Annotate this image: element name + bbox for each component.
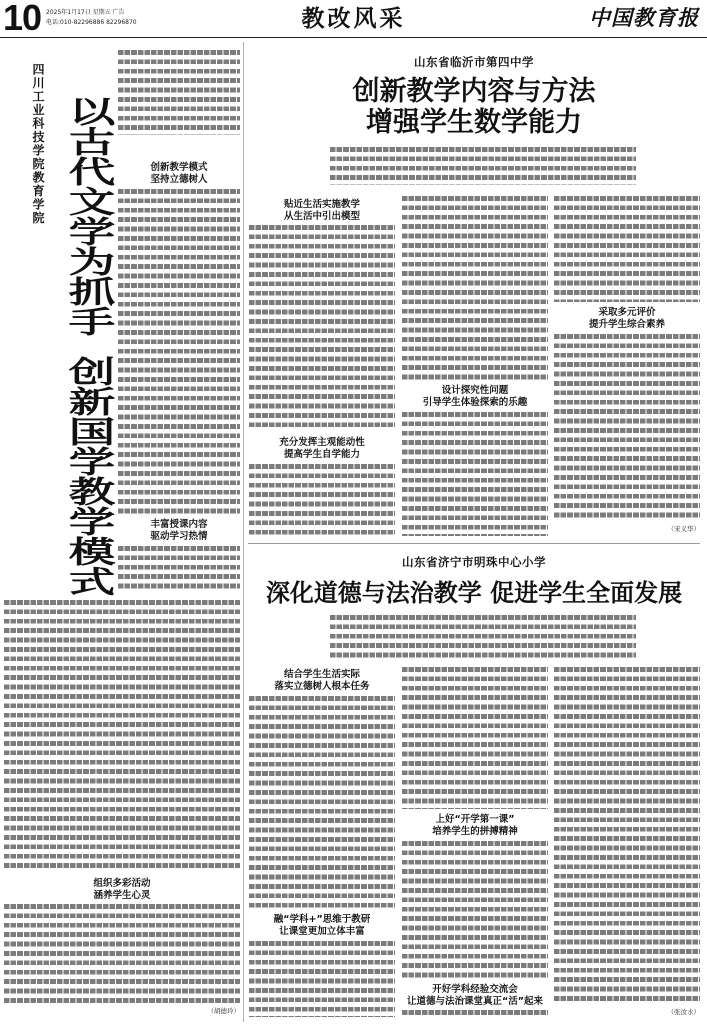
subheading-line: 让课堂更加立体丰富 bbox=[279, 925, 365, 937]
article-subheading bbox=[118, 162, 240, 185]
article-byline: （张汝水） bbox=[667, 1008, 700, 1016]
article-byline: （胡德玲） bbox=[207, 1007, 240, 1015]
article-school: 四川工业科技学院教育学院 bbox=[31, 63, 45, 225]
article-body-text bbox=[249, 941, 395, 1017]
article-title-part: 以古代文学为抓手 bbox=[59, 96, 114, 336]
article-subheading bbox=[249, 669, 395, 692]
article-body-text bbox=[402, 196, 548, 380]
subheading-line: 培养学生的拼搏精神 bbox=[432, 825, 518, 837]
subheading-line: 提升学生综合素养 bbox=[588, 318, 665, 330]
issue-date: 2025年1月17日 星期五 广告 bbox=[46, 9, 125, 16]
newspaper-logo: 中国教育报 bbox=[589, 5, 699, 30]
article-body-text bbox=[554, 667, 700, 1005]
article-intro-text bbox=[330, 147, 636, 185]
article-body-text bbox=[402, 1010, 548, 1019]
article-byline: （宋义华） bbox=[667, 525, 700, 533]
subheading-line: 创新教学模式 bbox=[150, 162, 208, 173]
subheading-line: 从生活中引出模型 bbox=[283, 210, 360, 222]
article-body-text bbox=[249, 225, 395, 432]
page-number: 10 bbox=[3, 0, 42, 38]
article-title-line: 创新教学内容与方法 bbox=[352, 76, 596, 107]
subheading-line: 落实立德树人根本任务 bbox=[274, 680, 370, 692]
article-divider bbox=[248, 543, 700, 544]
article-subheading bbox=[249, 914, 395, 937]
article-subheading bbox=[4, 878, 240, 901]
subheading-line: 让道德与法治课堂真正“活”起来 bbox=[407, 995, 543, 1007]
article-subheading bbox=[554, 307, 700, 330]
article-body-text bbox=[554, 196, 700, 302]
article-body-text bbox=[118, 546, 240, 592]
subheading-line: 驱动学习热情 bbox=[150, 530, 208, 542]
header-divider bbox=[0, 37, 707, 38]
subheading-line: 引导学生体验探索的乐趣 bbox=[422, 396, 528, 408]
subheading-line: 采取多元评价 bbox=[598, 307, 656, 318]
article-school: 山东省济宁市明珠中心小学 bbox=[402, 555, 546, 569]
subheading-line: 设计探究性问题 bbox=[441, 385, 509, 396]
article-intro-text bbox=[118, 50, 240, 135]
article-body-text bbox=[402, 841, 548, 979]
article-body-text bbox=[118, 189, 240, 514]
subheading-line: 结合学生生活实际 bbox=[283, 669, 360, 680]
subheading-line: 涵养学生心灵 bbox=[93, 889, 151, 901]
article-body-text bbox=[402, 412, 548, 536]
subheading-line: 贴近生活实施教学 bbox=[283, 199, 360, 210]
subheading-line: 开好学科经验交流会 bbox=[432, 984, 518, 995]
article-body-text bbox=[4, 904, 240, 1004]
article-body-text bbox=[249, 696, 395, 909]
subheading-line: 上好“开学第一课” bbox=[435, 814, 515, 825]
article-intro-text bbox=[330, 615, 636, 662]
article-body-text bbox=[4, 600, 240, 872]
article-subheading bbox=[118, 519, 240, 542]
subheading-line: 提高学生自学能力 bbox=[283, 448, 360, 460]
article-title-line: 增强学生数学能力 bbox=[366, 107, 582, 138]
column-divider bbox=[243, 42, 244, 1022]
article-body-text bbox=[554, 334, 700, 522]
article-subheading bbox=[249, 199, 395, 222]
article-body-text bbox=[249, 464, 395, 536]
subheading-line: 充分发挥主观能动性 bbox=[279, 437, 365, 448]
section-title: 教改风采 bbox=[301, 6, 406, 32]
article-school: 山东省临沂市第四中学 bbox=[414, 55, 534, 69]
article-subheading bbox=[402, 814, 548, 837]
article-subheading bbox=[402, 984, 548, 1007]
article-title-part: 创新国学教学模式 bbox=[59, 356, 114, 596]
article-subheading bbox=[402, 385, 548, 408]
subheading-line: 坚持立德树人 bbox=[150, 173, 208, 185]
subheading-line: 组织多彩活动 bbox=[93, 878, 151, 889]
subheading-line: 融“学科+”思维于教研 bbox=[273, 914, 371, 925]
article-title: 深化道德与法治教学 促进学生全面发展 bbox=[265, 579, 683, 607]
subheading-line: 丰富授课内容 bbox=[150, 519, 208, 530]
editorial-phone: 电话:010-82296886 82296870 bbox=[46, 19, 137, 26]
article-body-text bbox=[402, 667, 548, 809]
article-subheading bbox=[249, 437, 395, 460]
